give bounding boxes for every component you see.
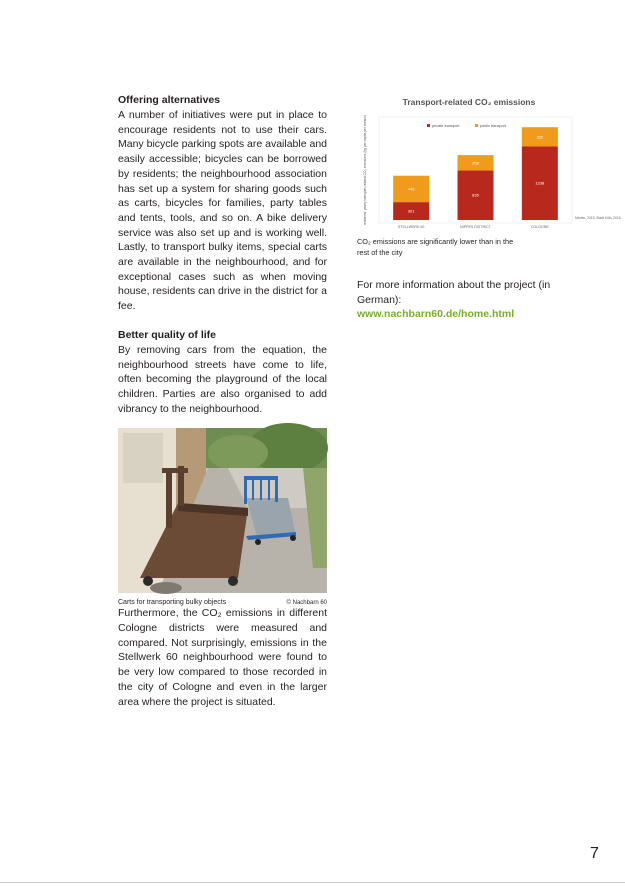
chart-title: Transport-related CO₂ emissions [402,97,536,107]
project-link[interactable]: www.nachbarn60.de/home.html [357,308,515,321]
co2-chart [357,93,621,233]
heading-better-quality-of-life: Better quality of life [118,328,217,341]
source-note: Mertén, 2015, Stadt Köln, 2016 [575,216,621,220]
left-column [118,93,327,709]
x-tick-label-2: COLOGNE [530,225,549,229]
page-number: 7 [590,845,599,862]
section-quality-of-life [118,328,327,417]
bottom-rule [0,882,625,883]
legend-label-1: public transport [480,124,506,128]
carts-photo [118,428,327,593]
legend-swatch-1 [475,124,478,127]
data-label-0-0: 301 [407,208,415,214]
paragraph-quality-of-life: By removing cars from the equation, the neighbourhood streets have come to life, often becoming the playground of the local children. Parties are also organised to add vibrancy to the neighbourhood. [118,343,327,415]
heading-offering-alternatives: Offering alternatives [118,94,221,106]
chart-caption: CO₂ emissions are significantly lower than in the rest of the city [357,237,514,257]
legend-swatch-0 [427,124,430,127]
paragraph-alternatives: A number of initiatives were put in place to encourage residents not to use their cars. Many bicycle parking spots are available and easily accessible; bicycles can be borrowed by residents; the neighbourhood association has set up a system for sharing goods such as carts, bicycles for families, party tables and tents, tools, and so on. A bike delivery service was also set up and is working well. Lastly, to transport bulky items, special carts are available in the neighbourhood, and for exceptional cases such as when moving house, residents can drive in the district for a fee. [118,109,327,313]
photo-caption-row [118,599,327,606]
legend-label-0: private transport [432,124,460,128]
data-label-1-0: 445 [407,186,415,192]
co2-chart-svg [357,93,621,233]
paragraph-co2-comparison: Furthermore, the CO₂ emissions in different Cologne districts were measured and compared. Not surprisingly, emissions in the Stellwerk 60 neighbourhood were found to be very low compared to those recorded in the city of Cologne and even in the larger area where the project is situated. [118,607,327,708]
more-info-text: For more information about the project (in German): [357,279,551,306]
x-tick-label-1: NIPPES DISTRICT [460,225,491,229]
photo-credit: © Nachbarn 60 [286,600,327,607]
x-tick-label-0: STELLWERK 60 [397,225,425,229]
carts-photo-illustration [118,428,327,593]
data-label-1-1: 258 [472,160,479,166]
data-label-0-1: 835 [472,192,479,198]
more-info [357,278,567,322]
data-label-0-2: 1238 [535,180,545,186]
photo-caption: Carts for transporting bulky objects [118,599,227,607]
right-column [357,93,621,322]
data-label-1-2: 325 [536,134,544,140]
y-axis-label: residents' yearly transport-related CO₂ emissions (kg per capita per annum) [363,114,367,226]
